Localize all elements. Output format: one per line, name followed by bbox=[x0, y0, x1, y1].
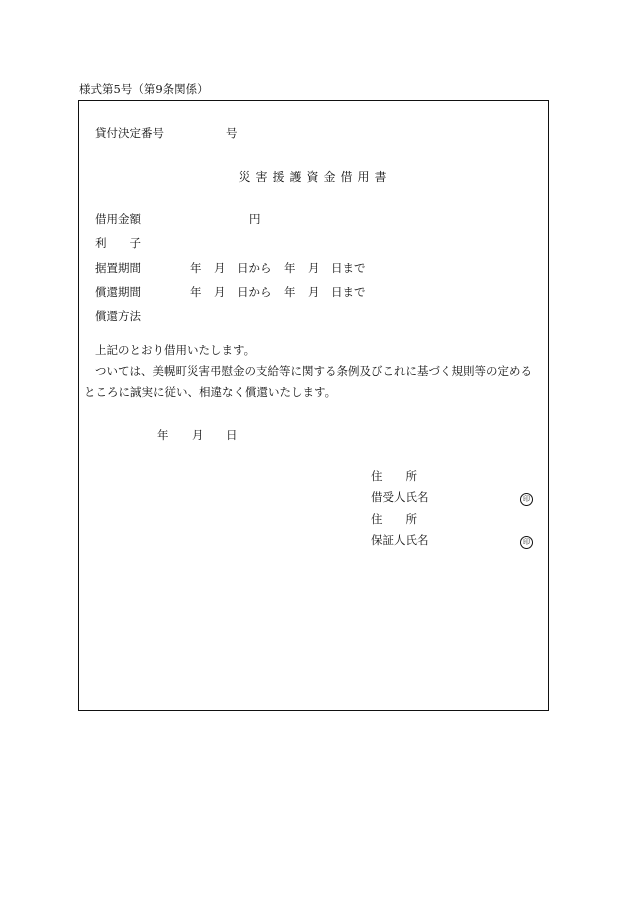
guarantor-address-label: 住 所 bbox=[371, 512, 417, 526]
repayment-year: 年 bbox=[190, 285, 202, 299]
borrower-seal-mark bbox=[520, 490, 533, 506]
interest-label: 利 子 bbox=[95, 236, 141, 250]
body-line-3: ところに誠実に従い、相違なく償還いたします。 bbox=[84, 385, 337, 399]
repayment-method-label: 償還方法 bbox=[95, 309, 141, 323]
form-frame bbox=[78, 100, 549, 711]
repayment-month-end: 月 bbox=[308, 285, 320, 299]
deferment-label: 据置期間 bbox=[95, 261, 141, 275]
deferment-month-end: 月 bbox=[308, 261, 320, 275]
decision-number-label: 貸付決定番号 bbox=[95, 126, 164, 140]
body-line-2: ついては、美幌町災害弔慰金の支給等に関する条例及びこれに基づく規則等の定める bbox=[95, 364, 532, 378]
guarantor-seal-mark bbox=[520, 533, 533, 549]
guarantor-name-label: 保証人氏名 bbox=[371, 533, 429, 547]
deferment-year-end: 年 bbox=[284, 261, 296, 275]
borrower-name-label: 借受人氏名 bbox=[371, 490, 429, 504]
deferment-to: 日まで bbox=[331, 261, 366, 275]
form-number-label: 様式第5号（第9条関係） bbox=[79, 82, 209, 96]
borrower-seal-icon: 印 bbox=[520, 493, 533, 506]
amount-label: 借用金額 bbox=[95, 212, 141, 226]
decision-number-suffix: 号 bbox=[226, 126, 238, 140]
date-year: 年 bbox=[157, 428, 169, 442]
deferment-from: 日から bbox=[237, 261, 272, 275]
body-line-1: 上記のとおり借用いたします。 bbox=[95, 343, 256, 357]
repayment-from: 日から bbox=[237, 285, 272, 299]
repayment-label: 償還期間 bbox=[95, 285, 141, 299]
document-title: 災害援護資金借用書 bbox=[238, 170, 392, 184]
amount-unit: 円 bbox=[249, 212, 261, 226]
repayment-year-end: 年 bbox=[284, 285, 296, 299]
borrower-address-label: 住 所 bbox=[371, 469, 417, 483]
date-month: 月 bbox=[192, 428, 204, 442]
guarantor-seal-icon: 印 bbox=[520, 536, 533, 549]
deferment-month: 月 bbox=[214, 261, 226, 275]
deferment-year: 年 bbox=[190, 261, 202, 275]
date-day: 日 bbox=[226, 428, 238, 442]
repayment-month: 月 bbox=[214, 285, 226, 299]
repayment-to: 日まで bbox=[331, 285, 366, 299]
